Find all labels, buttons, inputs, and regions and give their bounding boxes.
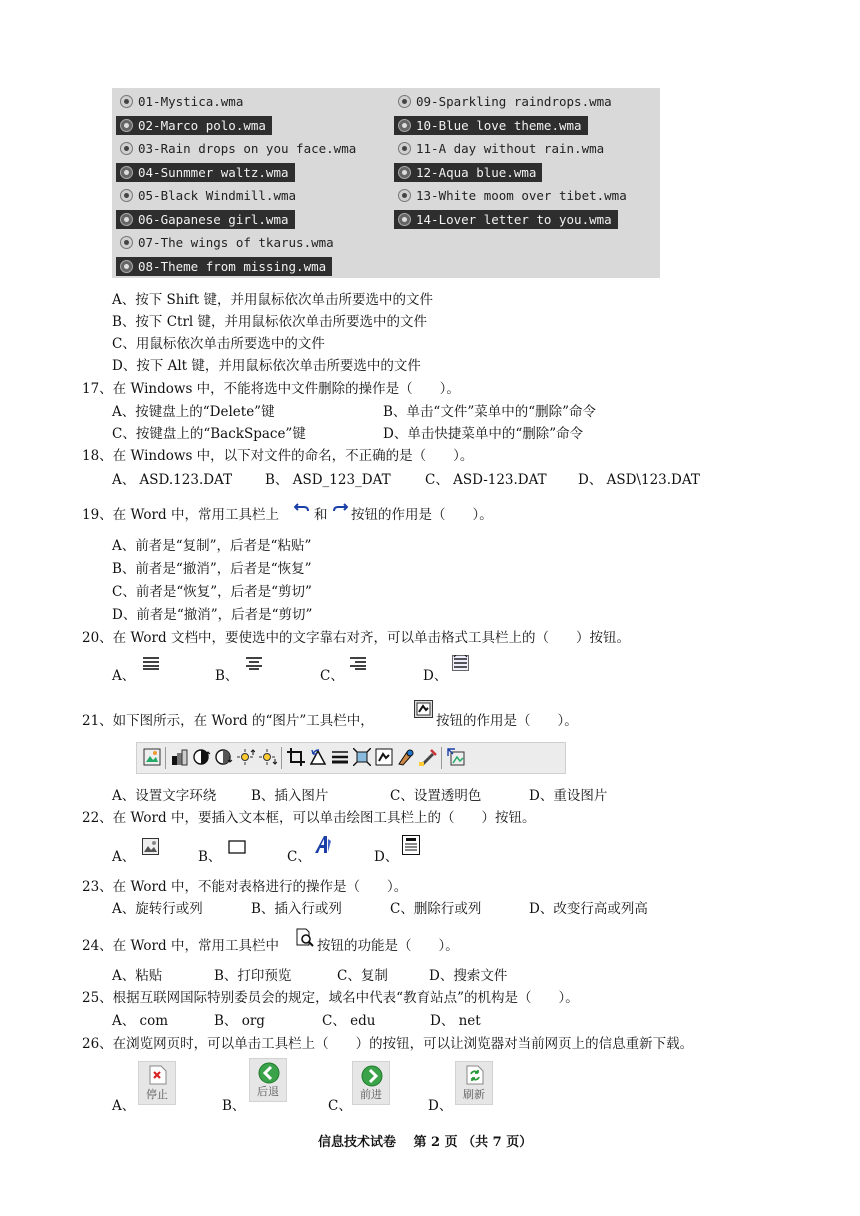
distributed-align-icon <box>452 655 469 671</box>
file-name: 01-Mystica.wma <box>138 94 244 109</box>
audio-file-icon <box>120 236 133 249</box>
q18-option-c: C、 ASD-123.DAT <box>425 472 547 488</box>
insert-picture-icon[interactable] <box>143 748 161 766</box>
forward-label: 前进 <box>360 1088 382 1101</box>
q22-option-d: D、 <box>374 849 399 865</box>
file-list-item[interactable] <box>116 210 295 229</box>
file-name: 04-Sunmmer waltz.wma <box>138 164 289 180</box>
q18-option-a: A、 ASD.123.DAT <box>112 472 233 488</box>
more-brightness-icon[interactable] <box>237 748 255 766</box>
audio-file-icon <box>398 95 411 108</box>
file-list-item[interactable] <box>394 186 633 205</box>
audio-file-icon <box>120 95 133 108</box>
q25-option-d: D、 net <box>430 1013 481 1029</box>
q17-option-c: C、按键盘上的“BackSpace”键 <box>112 426 306 442</box>
insert-picture-icon <box>142 838 159 855</box>
q21-option-d: D、重设图片 <box>529 788 608 804</box>
stop-button <box>138 1061 176 1105</box>
q21-option-a: A、设置文字环绕 <box>112 788 217 804</box>
wordart-icon <box>314 835 332 854</box>
compress-picture-icon[interactable] <box>353 748 371 766</box>
q19-option-c: C、前者是“恢复”，后者是“剪切” <box>112 584 312 600</box>
align-right-icon <box>350 657 366 670</box>
undo-icon <box>294 501 310 515</box>
stop-label: 停止 <box>146 1088 168 1101</box>
q23-option-a: A、旋转行或列 <box>112 901 203 917</box>
toolbar-separator <box>281 747 282 769</box>
q24-option-a: A、粘贴 <box>112 968 163 984</box>
q26-option-c: C、 <box>328 1098 352 1114</box>
q26-option-a: A、 <box>112 1098 136 1114</box>
less-brightness-icon[interactable] <box>259 748 277 766</box>
q20-stem: 20、在 Word 文档中，要使选中的文字靠右对齐，可以单击格式工具栏上的（ ）按钮。 <box>82 630 630 646</box>
file-name: 12-Aqua blue.wma <box>416 164 537 180</box>
file-list-item[interactable] <box>116 186 302 205</box>
audio-file-icon <box>398 142 411 155</box>
less-contrast-icon[interactable] <box>215 748 233 766</box>
q23-stem: 23、在 Word 中，不能对表格进行的操作是（ ）。 <box>82 879 408 895</box>
q21-option-b: B、插入图片 <box>251 788 329 804</box>
audio-file-icon <box>120 189 133 202</box>
toolbar-separator <box>441 747 442 769</box>
q26-stem: 26、在浏览网页时，可以单击工具栏上（ ）的按钮，可以让浏览器对当前网页上的信息重新下载。 <box>82 1036 694 1052</box>
more-contrast-icon[interactable] <box>193 748 211 766</box>
q19-option-b: B、前者是“撤消”，后者是“恢复” <box>112 561 312 577</box>
reset-picture-icon[interactable] <box>447 748 465 766</box>
audio-file-icon <box>120 142 133 155</box>
audio-file-icon <box>120 260 133 273</box>
q16-option-a: A、按下 Shift 键，并用鼠标依次单击所要选中的文件 <box>112 292 434 308</box>
q24-option-b: B、打印预览 <box>214 968 292 984</box>
file-list-item[interactable] <box>116 139 362 158</box>
back-button <box>249 1058 287 1102</box>
q25-option-c: C、 edu <box>322 1013 376 1029</box>
q25-stem: 25、根据互联网国际特别委员会的规定，域名中代表“教育站点”的机构是（ ）。 <box>82 990 579 1006</box>
q16-option-d: D、按下 Alt 键，并用鼠标依次单击所要选中的文件 <box>112 358 421 374</box>
q26-option-b: B、 <box>222 1098 246 1114</box>
q26-option-d: D、 <box>428 1098 453 1114</box>
file-list-item[interactable] <box>394 163 542 182</box>
q16-option-b: B、按下 Ctrl 键，并用鼠标依次单击所要选中的文件 <box>112 314 428 330</box>
page-footer: 信息技术试卷 第 2 页 （共 7 页） <box>318 1135 533 1150</box>
text-wrapping-icon[interactable] <box>375 748 393 766</box>
file-list-item[interactable] <box>394 116 588 135</box>
q22-stem: 22、在 Word 中，要插入文本框，可以单击绘图工具栏上的（ ）按钮。 <box>82 810 536 826</box>
redo-icon <box>332 501 348 515</box>
q18-option-b: B、 ASD_123_DAT <box>265 472 391 488</box>
justify-icon <box>143 657 159 670</box>
set-transparent-color-icon[interactable] <box>419 748 437 766</box>
file-list-item[interactable] <box>116 233 340 252</box>
q17-option-a: A、按键盘上的“Delete”键 <box>112 404 275 420</box>
file-list-item[interactable] <box>394 139 610 158</box>
audio-file-icon <box>398 213 411 226</box>
audio-file-icon <box>398 189 411 202</box>
file-list-item[interactable] <box>394 210 618 229</box>
file-list-item[interactable] <box>116 163 295 182</box>
file-name: 09-Sparkling raindrops.wma <box>416 94 612 109</box>
q23-option-b: B、插入行或列 <box>251 901 342 917</box>
print-preview-icon <box>296 928 314 947</box>
file-list-image <box>112 88 660 278</box>
q20-option-b: B、 <box>215 668 239 684</box>
refresh-button <box>455 1061 493 1105</box>
file-name: 06-Gapanese girl.wma <box>138 211 289 227</box>
q20-option-a: A、 <box>112 668 136 684</box>
q17-stem: 17、在 Windows 中，不能将选中文件删除的操作是（ ）。 <box>82 381 460 397</box>
file-name: 03-Rain drops on you face.wma <box>138 141 357 156</box>
q22-option-a: A、 <box>112 849 136 865</box>
file-list-item[interactable] <box>116 257 332 276</box>
refresh-label: 刷新 <box>463 1088 485 1101</box>
audio-file-icon <box>120 213 133 226</box>
q17-option-b: B、单击“文件”菜单中的“删除”命令 <box>383 404 597 420</box>
file-name: 10-Blue love theme.wma <box>416 117 582 133</box>
file-list-item[interactable] <box>116 92 249 111</box>
line-style-icon[interactable] <box>331 748 349 766</box>
q20-option-c: C、 <box>320 668 344 684</box>
file-name: 13-White moom over tibet.wma <box>416 188 627 203</box>
q21-stem-post: 按钮的作用是（ ）。 <box>436 713 578 729</box>
file-list-item[interactable] <box>394 92 618 111</box>
format-picture-icon[interactable] <box>397 748 415 766</box>
audio-file-icon <box>120 166 133 179</box>
audio-file-icon <box>398 166 411 179</box>
set-transparent-color-icon <box>414 700 433 718</box>
file-name: 07-The wings of tkarus.wma <box>138 235 334 250</box>
q22-option-c: C、 <box>287 849 311 865</box>
q20-option-d: D、 <box>423 668 448 684</box>
q21-option-c: C、设置透明色 <box>390 788 482 804</box>
q17-option-d: D、单击快捷菜单中的“删除”命令 <box>383 426 584 442</box>
q21-stem-pre: 21、如下图所示，在 Word 的“图片”工具栏中， <box>82 713 374 729</box>
q25-option-b: B、 org <box>214 1013 265 1029</box>
color-icon[interactable] <box>171 748 189 766</box>
forward-button <box>352 1061 390 1105</box>
q24-stem-pre: 24、在 Word 中，常用工具栏中 <box>82 938 279 954</box>
q23-option-c: C、删除行或列 <box>390 901 482 917</box>
align-center-icon <box>246 657 262 670</box>
file-name: 05-Black Windmill.wma <box>138 188 297 203</box>
back-label: 后退 <box>257 1085 279 1098</box>
q25-option-a: A、 com <box>112 1013 169 1029</box>
rotate-left-icon[interactable] <box>309 748 327 766</box>
file-name: 11-A day without rain.wma <box>416 141 605 156</box>
q19-stem-mid: 和 <box>314 507 328 523</box>
q19-option-a: A、前者是“复制”，后者是“粘贴” <box>112 538 312 554</box>
file-list-item[interactable] <box>116 116 272 135</box>
q18-stem: 18、在 Windows 中，以下对文件的命名，不正确的是（ ）。 <box>82 448 474 464</box>
file-name: 08-Theme from missing.wma <box>138 258 327 274</box>
toolbar-separator <box>165 747 166 769</box>
q24-option-d: D、搜索文件 <box>429 968 508 984</box>
q24-stem-post: 按钮的功能是（ ）。 <box>317 938 459 954</box>
text-box-icon <box>402 835 420 855</box>
picture-toolbar <box>136 742 566 774</box>
audio-file-icon <box>398 119 411 132</box>
file-name: 02-Marco polo.wma <box>138 117 266 133</box>
q24-option-c: C、复制 <box>337 968 388 984</box>
q18-option-d: D、 ASD\123.DAT <box>578 472 700 488</box>
q19-option-d: D、前者是“撤消”，后者是“剪切” <box>112 607 313 623</box>
q16-option-c: C、用鼠标依次单击所要选中的文件 <box>112 336 325 352</box>
q19-stem-post: 按钮的作用是（ ）。 <box>351 507 493 523</box>
file-name: 14-Lover letter to you.wma <box>416 211 612 227</box>
q19-stem-pre: 19、在 Word 中，常用工具栏上 <box>82 507 279 523</box>
rectangle-icon <box>228 840 246 854</box>
audio-file-icon <box>120 119 133 132</box>
q22-option-b: B、 <box>198 849 222 865</box>
q23-option-d: D、改变行高或列高 <box>529 901 648 917</box>
crop-icon[interactable] <box>287 748 305 766</box>
